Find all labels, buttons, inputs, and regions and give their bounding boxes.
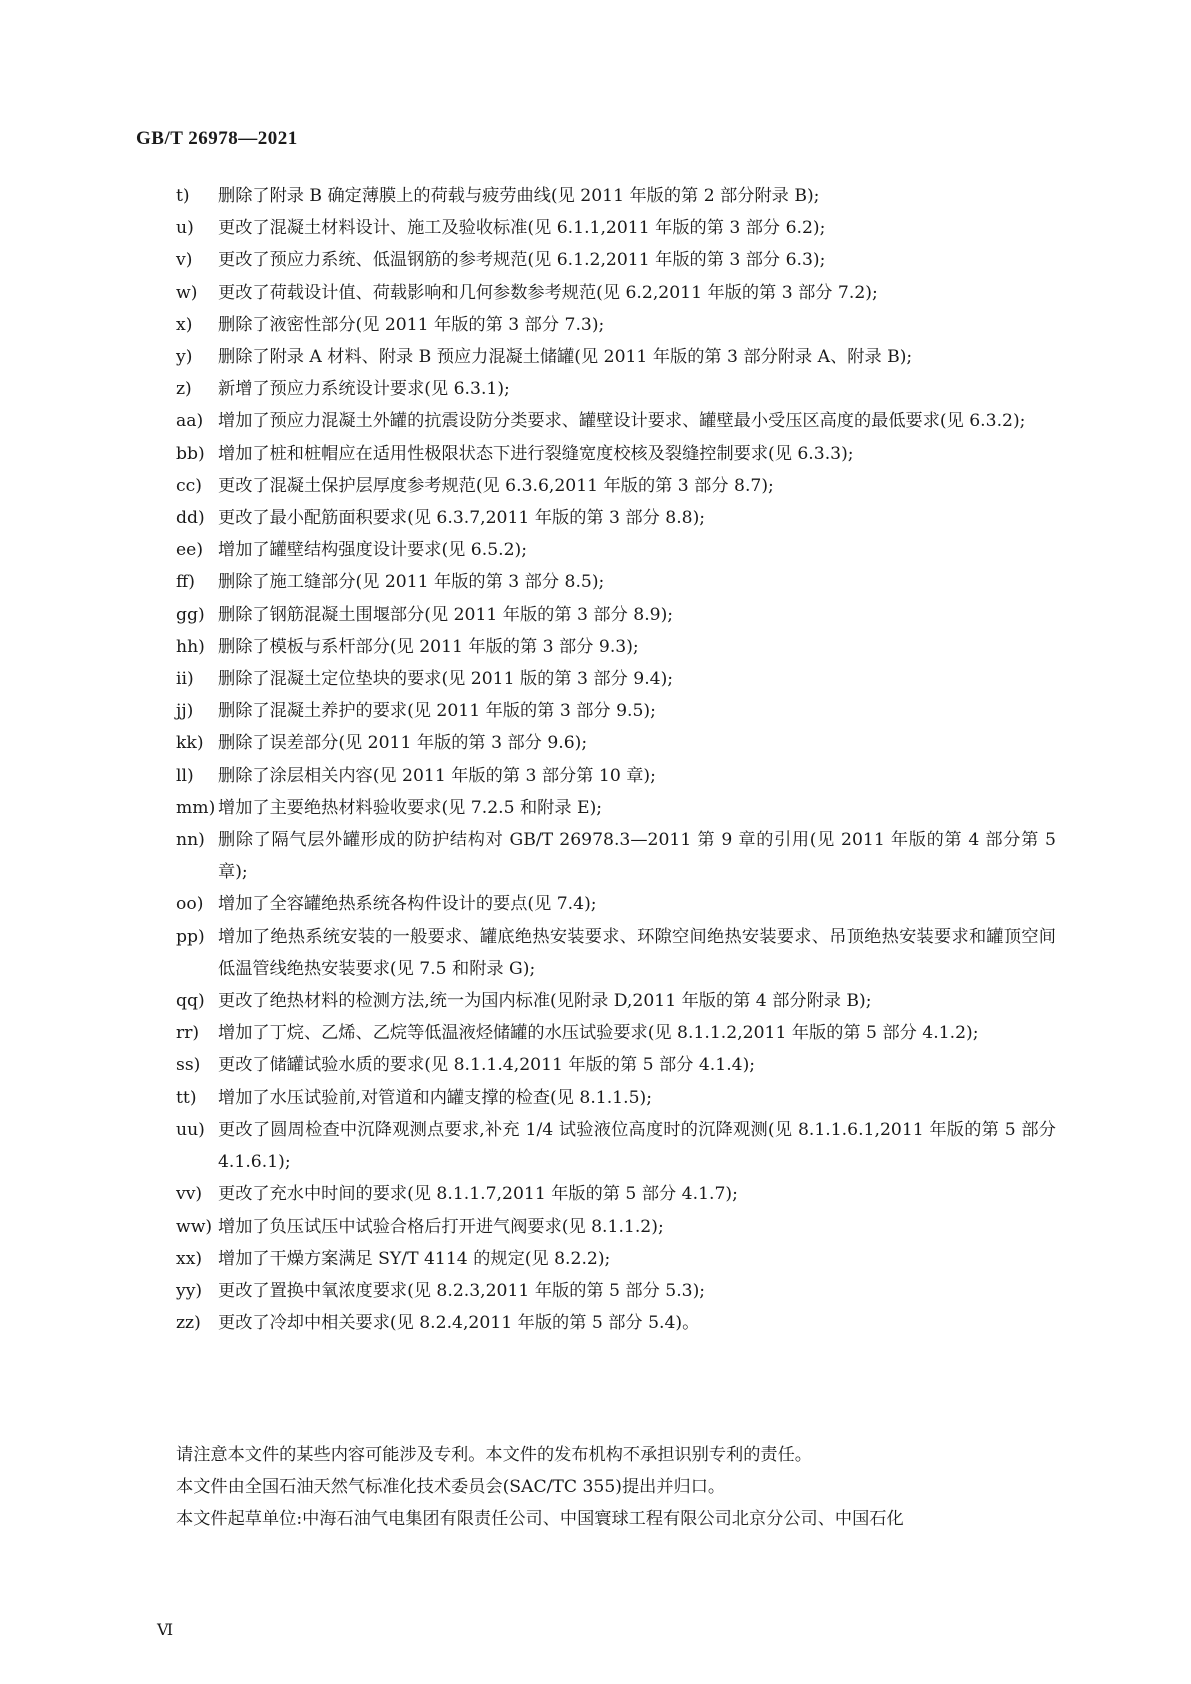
- list-item: [176, 341, 1056, 373]
- list-item-text: 删除了隔气层外罐形成的防护结构对 GB/T 26978.3—2011 第 9 章的引用(见 2011 年版的第 4 部分第 5 章);: [218, 830, 1056, 883]
- list-item-text: 增加了负压试压中试验合格后打开进气阀要求(见 8.1.1.2);: [218, 1216, 664, 1237]
- list-item-text: 更改了冷却中相关要求(见 8.2.4,2011 年版的第 5 部分 5.4)。: [218, 1313, 700, 1334]
- list-item-text: 删除了钢筋混凝土围堰部分(见 2011 年版的第 3 部分 8.9);: [218, 604, 674, 625]
- list-item: [176, 921, 1056, 985]
- list-item: [176, 1082, 1056, 1114]
- list-item-text: 增加了丁烷、乙烯、乙烷等低温液烃储罐的水压试验要求(见 8.1.1.2,2011 年版的第 5 部分 4.1.2);: [218, 1023, 979, 1044]
- list-item-text: 更改了置换中氧浓度要求(见 8.2.3,2011 年版的第 5 部分 5.3);: [218, 1280, 706, 1301]
- list-item-text: 删除了误差部分(见 2011 年版的第 3 部分 9.6);: [218, 733, 588, 754]
- list-item: [176, 1211, 1056, 1243]
- list-item: [176, 985, 1056, 1017]
- list-item-text: 增加了干燥方案满足 SY/T 4114 的规定(见 8.2.2);: [218, 1248, 611, 1269]
- list-item-text: 更改了绝热材料的检测方法,统一为国内标准(见附录 D,2011 年版的第 4 部分附录 B);: [218, 991, 872, 1012]
- list-item-text: 删除了附录 B 确定薄膜上的荷载与疲劳曲线(见 2011 年版的第 2 部分附录 B);: [218, 186, 820, 206]
- list-item: [176, 405, 1056, 437]
- list-item-text: 增加了桩和桩帽应在适用性极限状态下进行裂缝宽度校核及裂缝控制要求(见 6.3.3);: [218, 443, 854, 464]
- list-item: [176, 599, 1056, 631]
- list-item-text: 增加了全容罐绝热系统各构件设计的要点(见 7.4);: [218, 894, 597, 915]
- list-item-text: 更改了预应力系统、低温钢筋的参考规范(见 6.1.2,2011 年版的第 3 部分 6.3);: [218, 250, 826, 271]
- list-item-label: oo): [176, 894, 204, 915]
- list-item-label: ll): [176, 765, 194, 786]
- list-item: [176, 824, 1056, 888]
- list-item-label: ff): [176, 572, 195, 593]
- list-item: [176, 1114, 1056, 1178]
- list-item: [176, 663, 1056, 695]
- list-item-label: w): [176, 282, 198, 303]
- list-item-label: tt): [176, 1087, 197, 1108]
- list-item: [176, 309, 1056, 341]
- body-paragraph: 请注意本文件的某些内容可能涉及专利。本文件的发布机构不承担识别专利的责任。: [176, 1445, 812, 1465]
- list-item-label: pp): [176, 926, 205, 947]
- list-item-label: rr): [176, 1023, 200, 1044]
- list-item-text: 删除了混凝土养护的要求(见 2011 年版的第 3 部分 9.5);: [218, 701, 656, 722]
- standard-number-header: GB/T 26978—2021: [136, 128, 298, 149]
- list-item: [176, 1275, 1056, 1307]
- list-item: [176, 502, 1056, 534]
- list-item-label: gg): [176, 604, 205, 625]
- list-item-label: ee): [176, 540, 204, 561]
- list-item-label: u): [176, 218, 194, 239]
- list-item-label: xx): [176, 1248, 203, 1269]
- body-paragraph: 本文件由全国石油天然气标准化技术委员会(SAC/TC 355)提出并归口。: [176, 1477, 726, 1498]
- list-item: [176, 180, 1056, 212]
- list-item-text: 新增了预应力系统设计要求(见 6.3.1);: [218, 379, 510, 400]
- list-item: [176, 1017, 1056, 1049]
- list-item-text: 增加了水压试验前,对管道和内罐支撑的检查(见 8.1.1.5);: [218, 1087, 653, 1108]
- list-item: [176, 631, 1056, 663]
- list-item-label: cc): [176, 475, 202, 496]
- list-item: [176, 1307, 1056, 1339]
- list-item: [176, 438, 1056, 470]
- list-item: [176, 470, 1056, 502]
- list-item-label: ss): [176, 1055, 201, 1076]
- list-item-text: 更改了储罐试验水质的要求(见 8.1.1.4,2011 年版的第 5 部分 4.1.4);: [218, 1055, 756, 1076]
- list-item: [176, 1178, 1056, 1210]
- list-item: [176, 888, 1056, 920]
- list-item-text: 更改了混凝土材料设计、施工及验收标准(见 6.1.1,2011 年版的第 3 部分 6.2);: [218, 218, 826, 239]
- list-item-label: kk): [176, 733, 204, 754]
- list-item-text: 更改了混凝土保护层厚度参考规范(见 6.3.6,2011 年版的第 3 部分 8.7);: [218, 475, 774, 496]
- list-item-text: 删除了涂层相关内容(见 2011 年版的第 3 部分第 10 章);: [218, 765, 656, 786]
- list-item: [176, 373, 1056, 405]
- list-item-text: 增加了绝热系统安装的一般要求、罐底绝热安装要求、环隙空间绝热安装要求、吊顶绝热安装要求和罐顶空间低温管线绝热安装要求(见 7.5 和附录 G);: [218, 926, 1056, 979]
- list-item: [176, 566, 1056, 598]
- list-item: [176, 760, 1056, 792]
- list-item-text: 增加了预应力混凝土外罐的抗震设防分类要求、罐壁设计要求、罐壁最小受压区高度的最低要求(见 6.3.2);: [218, 411, 1026, 432]
- list-item-label: x): [176, 314, 193, 335]
- list-item-text: 删除了液密性部分(见 2011 年版的第 3 部分 7.3);: [218, 314, 605, 335]
- list-item: [176, 212, 1056, 244]
- list-item-label: v): [176, 250, 193, 271]
- list-item-text: 删除了混凝土定位垫块的要求(见 2011 版的第 3 部分 9.4);: [218, 669, 674, 690]
- list-item-label: hh): [176, 636, 205, 657]
- list-item-label: zz): [176, 1313, 201, 1334]
- list-item-label: dd): [176, 508, 205, 529]
- list-item-text: 增加了罐壁结构强度设计要求(见 6.5.2);: [218, 540, 528, 561]
- list-item-label: ii): [176, 669, 194, 690]
- list-item-label: mm): [176, 797, 216, 818]
- list-item-label: bb): [176, 443, 205, 464]
- list-item-text: 删除了模板与系杆部分(见 2011 年版的第 3 部分 9.3);: [218, 636, 639, 657]
- foreword-paragraphs: [176, 1439, 1056, 1536]
- list-item: [176, 277, 1056, 309]
- list-item-label: y): [176, 347, 193, 368]
- list-item-label: yy): [176, 1280, 203, 1301]
- list-item: [176, 695, 1056, 727]
- list-item: [176, 727, 1056, 759]
- list-item-label: nn): [176, 830, 205, 851]
- page-number: Ⅵ: [157, 1622, 174, 1639]
- list-item-label: t): [176, 186, 190, 206]
- list-item-text: 增加了主要绝热材料验收要求(见 7.2.5 和附录 E);: [218, 797, 603, 818]
- list-item-text: 更改了最小配筋面积要求(见 6.3.7,2011 年版的第 3 部分 8.8);: [218, 508, 706, 529]
- list-item: [176, 792, 1056, 824]
- list-item-text: 更改了充水中时间的要求(见 8.1.1.7,2011 年版的第 5 部分 4.1.7);: [218, 1184, 738, 1205]
- list-item: [176, 1243, 1056, 1275]
- list-item-label: uu): [176, 1119, 205, 1140]
- list-item-label: ww): [176, 1216, 213, 1237]
- list-item: [176, 534, 1056, 566]
- list-item-text: 更改了荷载设计值、荷载影响和几何参数参考规范(见 6.2,2011 年版的第 3 部分 7.2);: [218, 282, 878, 303]
- list-item-label: jj): [176, 701, 194, 722]
- list-item: [176, 1049, 1056, 1081]
- list-item: [176, 244, 1056, 276]
- body-paragraph: 本文件起草单位:中海石油气电集团有限责任公司、中国寰球工程有限公司北京分公司、中国石化: [176, 1509, 904, 1530]
- list-item-text: 删除了附录 A 材料、附录 B 预应力混凝土储罐(见 2011 年版的第 3 部分附录 A、附录 B);: [218, 347, 913, 368]
- list-item-label: vv): [176, 1184, 203, 1205]
- change-list: [176, 180, 1056, 1339]
- list-item-label: z): [176, 379, 192, 400]
- list-item-text: 删除了施工缝部分(见 2011 年版的第 3 部分 8.5);: [218, 572, 605, 593]
- list-item-label: qq): [176, 991, 205, 1012]
- list-item-label: aa): [176, 411, 204, 432]
- list-item-text: 更改了圆周检查中沉降观测点要求,补充 1/4 试验液位高度时的沉降观测(见 8.1.1.6.1,2011 年版的第 5 部分 4.1.6.1);: [218, 1119, 1056, 1173]
